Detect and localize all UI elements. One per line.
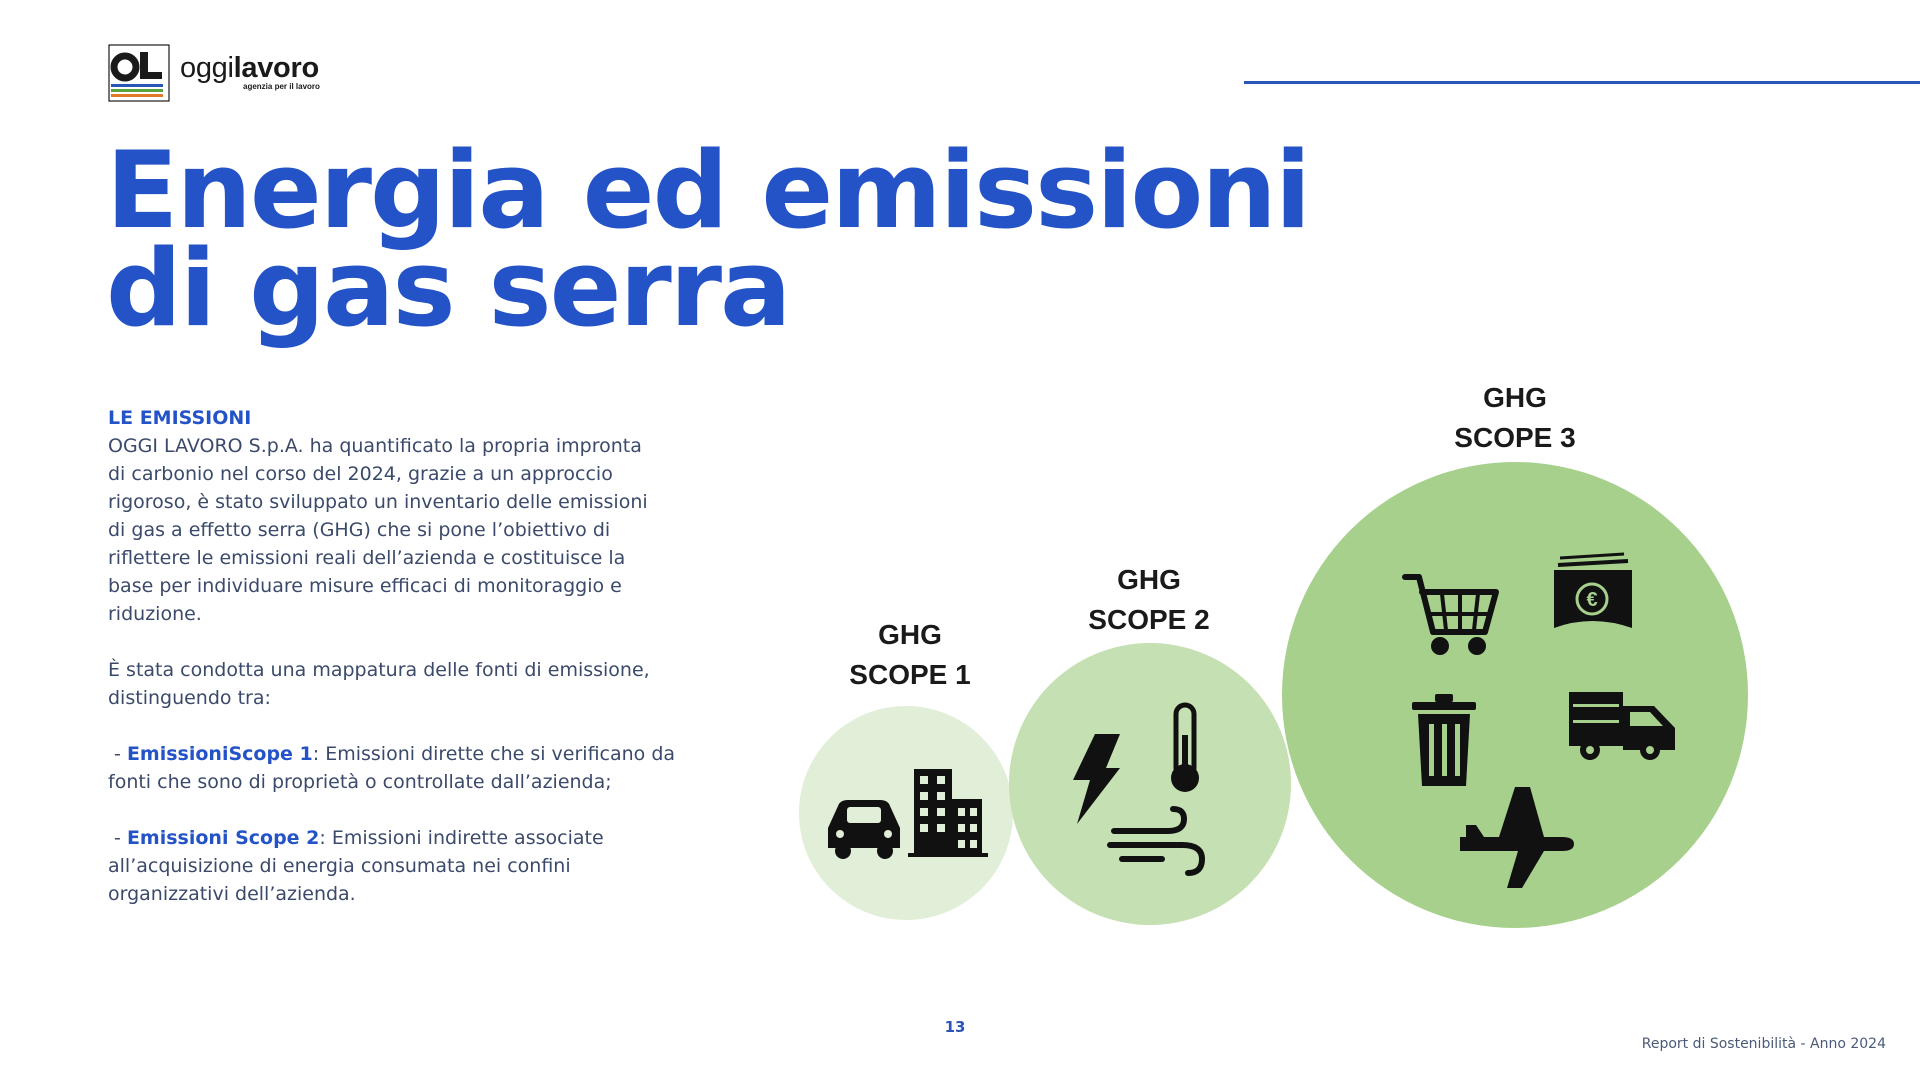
scope2-text: : Emissioni indirette associate: [319, 827, 604, 849]
scope1-text: : Emissioni dirette che si verificano da: [312, 743, 676, 765]
ghg-scopes-diagram: [792, 370, 1772, 930]
mapping-line: distinguendo tra:: [108, 687, 271, 709]
intro-line: di carbonio nel corso del 2024, grazie a un approccio: [108, 463, 613, 485]
scope2-text-cont: organizzativi dell’azienda.: [108, 883, 356, 905]
header-divider: [1244, 81, 1920, 84]
scope1-prefix: -: [108, 743, 127, 765]
intro-line: di gas a effetto serra (GHG) che si pone l’obiettivo di: [108, 519, 611, 541]
logo-wordmark-bold: lavoro: [233, 52, 319, 84]
scope1-label-line1: GHG: [878, 619, 942, 650]
intro-line: OGGI LAVORO S.p.A. ha quantificato la propria impronta: [108, 435, 642, 457]
company-logo: [108, 44, 348, 104]
scope1-text-cont: fonti che sono di proprietà o controllate dall’azienda;: [108, 771, 612, 793]
paragraph-gap: [108, 796, 688, 824]
intro-line: riduzione.: [108, 603, 202, 625]
scope2-item: [108, 824, 688, 852]
logo-tagline: agenzia per il lavoro: [243, 82, 320, 91]
footer-text: Report di Sostenibilità - Anno 2024: [1641, 1036, 1886, 1052]
scope1-item: [108, 740, 688, 768]
section-heading: LE EMISSIONI: [108, 407, 252, 429]
scope1-label-line2: SCOPE 1: [849, 659, 971, 690]
scope3-label-line1: GHG: [1483, 382, 1547, 413]
scope2-circle: [1009, 643, 1291, 925]
paragraph-gap: [108, 712, 688, 740]
scope2-text-cont: all’acquisizione di energia consumata nei confini: [108, 855, 571, 877]
scope2-label: Emissioni Scope 2: [126, 827, 320, 849]
svg-text:€: €: [1586, 589, 1598, 611]
emissions-text-block: [108, 404, 688, 908]
page-number: 13: [944, 1018, 966, 1036]
logo-wordmark: [180, 52, 319, 85]
page-title-line-2: di gas serra: [106, 227, 790, 350]
logo-mark-icon: [108, 44, 170, 102]
intro-line: riflettere le emissioni reali dell’azienda e costituisce la: [108, 547, 626, 569]
scope2-prefix: -: [108, 827, 127, 849]
scope1-label: EmissioniScope 1: [126, 743, 313, 765]
page-title: [106, 129, 1310, 350]
scope3-label-line2: SCOPE 3: [1454, 422, 1576, 453]
intro-line: rigoroso, è stato sviluppato un inventario delle emissioni: [108, 491, 648, 513]
mapping-line: È stata condotta una mappatura delle fonti di emissione,: [108, 659, 650, 681]
scope3-circle: [1282, 462, 1748, 928]
scope2-label-line2: SCOPE 2: [1088, 604, 1210, 635]
trash-icon: [1412, 694, 1476, 786]
page-title-line-1: Energia ed emissioni: [106, 129, 1310, 252]
scope2-label-line1: GHG: [1117, 564, 1181, 595]
logo-wordmark-light: oggi: [180, 52, 234, 84]
paragraph-gap: [108, 628, 688, 656]
intro-line: base per individuare misure efficaci di monitoraggio e: [108, 575, 622, 597]
